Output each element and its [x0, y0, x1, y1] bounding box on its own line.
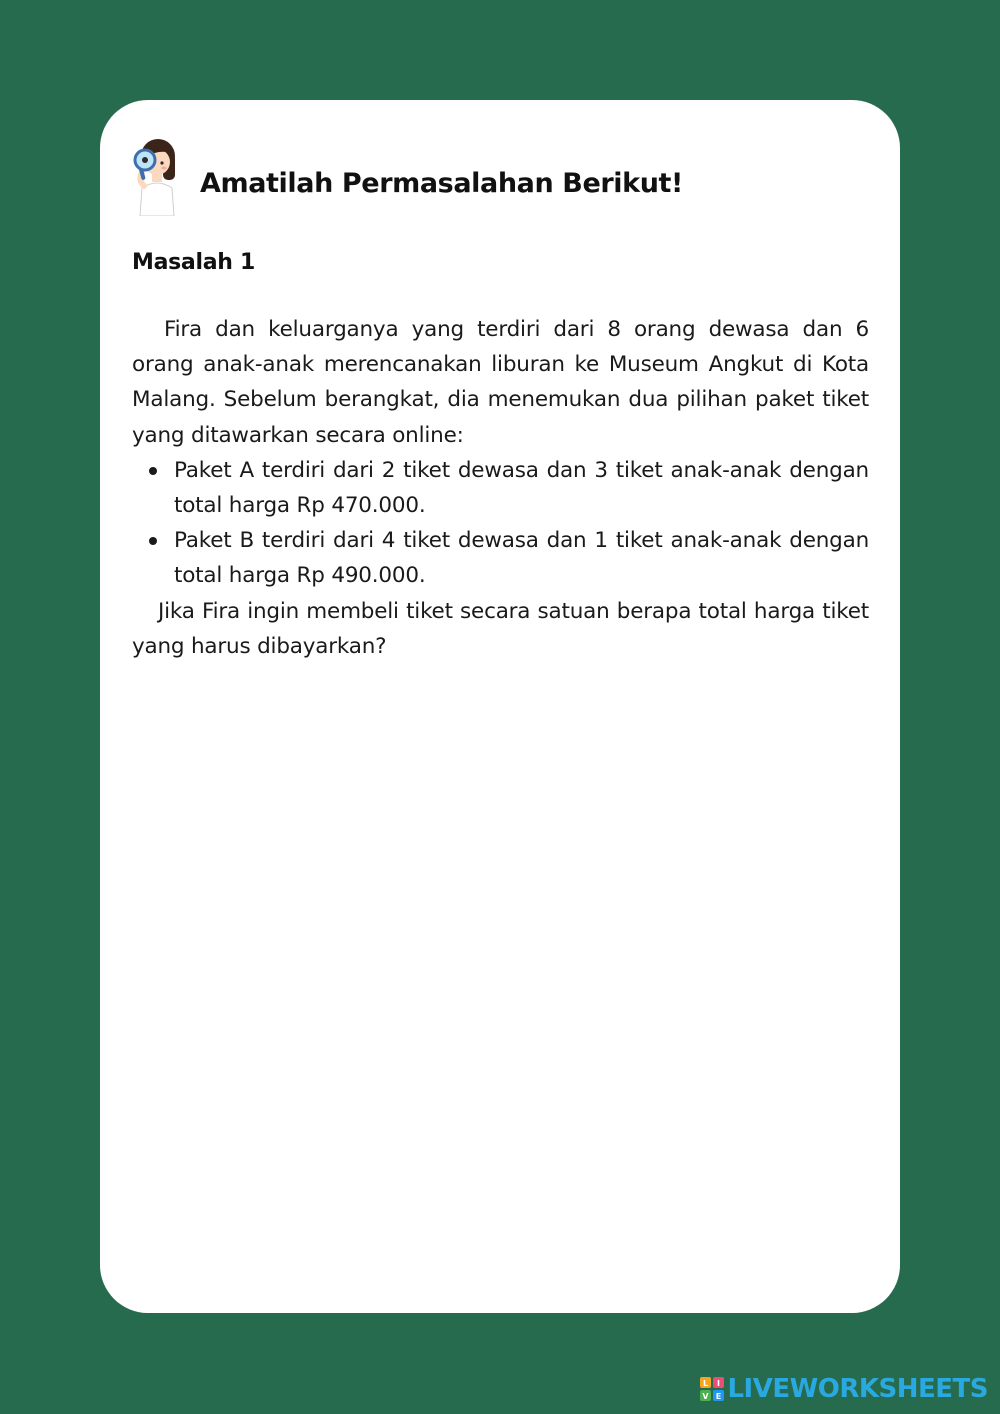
girl-with-magnifying-glass-icon [130, 136, 182, 216]
worksheet-card [100, 100, 900, 1313]
logo-letter-i: I [717, 1378, 721, 1388]
logo-letter-l: L [703, 1378, 709, 1388]
liveworksheets-watermark [700, 1374, 988, 1404]
problem-label: Masalah 1 [132, 250, 255, 275]
liveworksheets-logo-icon [700, 1377, 724, 1401]
header [130, 136, 870, 216]
problem-question: Jika Fira ingin membeli tiket secara satuan berapa total harga tiket yang harus dibayarkan? [132, 598, 869, 659]
package-list [132, 453, 869, 594]
watermark-text: LIVEWORKSHEETS [727, 1374, 988, 1404]
logo-letter-e: E [716, 1391, 722, 1401]
problem-body [132, 312, 869, 664]
package-item-a: Paket A terdiri dari 2 tiket dewasa dan 3 tiket anak-anak dengan total harga Rp 470.000. [174, 453, 869, 523]
package-item-b: Paket B terdiri dari 4 tiket dewasa dan 1 tiket anak-anak dengan total harga Rp 490.000. [174, 523, 869, 593]
logo-letter-v: V [702, 1391, 710, 1401]
problem-intro: Fira dan keluarganya yang terdiri dari 8 orang dewasa dan 6 orang anak-anak merencanakan liburan ke Museum Angkut di Kota Malang. Sebelum berangkat, dia menemukan dua pilihan paket tiket yang ditawarkan secara online: [132, 317, 869, 448]
page-title: Amatilah Permasalahan Berikut! [200, 168, 683, 199]
